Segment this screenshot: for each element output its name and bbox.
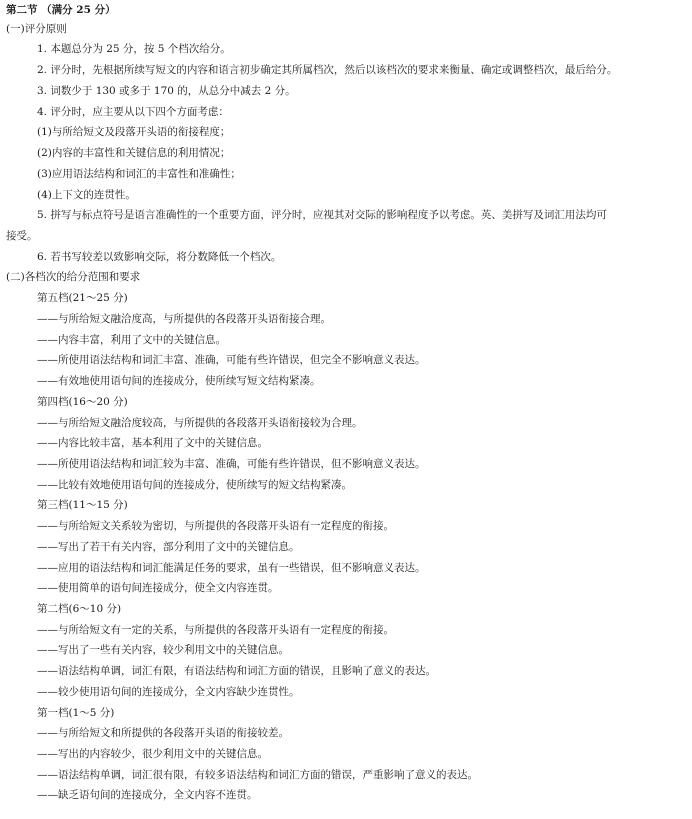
level-point: ——使用简单的语句间连接成分，使全文内容连贯。	[37, 582, 279, 594]
rule-item-continuation: 接受。	[6, 230, 38, 242]
rule-item: (2)内容的丰富性和关键信息的利用情况；	[37, 147, 231, 159]
level-point: ——较少使用语句间的连接成分，全文内容缺少连贯性。	[37, 686, 300, 698]
level-point: ——与所给短文有一定的关系，与所提供的各段落开头语有一定程度的衔接。	[37, 624, 394, 636]
level-point: ——内容丰富，利用了文中的关键信息。	[37, 334, 226, 346]
level-point: ——写出了若干有关内容，部分利用了文中的关键信息。	[37, 541, 300, 553]
rule-item: (3)应用语法结构和词汇的丰富性和准确性；	[37, 168, 241, 180]
level-point: ——语法结构单调，词汇很有限，有较多语法结构和词汇方面的错误，严重影响了意义的表达。	[37, 769, 478, 781]
rule-item: (4)上下文的连贯性。	[37, 189, 136, 201]
level-title: 第四档(16～20 分)	[37, 396, 128, 408]
level-point: ——所使用语法结构和词汇丰富、准确，可能有些许错误，但完全不影响意义表达。	[37, 354, 426, 366]
rule-item: 6. 若书写较差以致影响交际，将分数降低一个档次。	[37, 251, 282, 263]
part1-heading: (一)评分原则	[6, 23, 67, 35]
rule-item: 4. 评分时，应主要从以下四个方面考虑：	[37, 106, 229, 118]
level-point: ——内容比较丰富，基本利用了文中的关键信息。	[37, 437, 268, 449]
level-point: ——应用的语法结构和词汇能满足任务的要求，虽有一些错误，但不影响意义表达。	[37, 562, 426, 574]
level-point: ——写出了一些有关内容，较少利用文中的关键信息。	[37, 644, 289, 656]
rule-item: 3. 词数少于 130 或多于 170 的，从总分中减去 2 分。	[37, 85, 296, 97]
rule-item: 2. 评分时，先根据所续写短文的内容和语言初步确定其所属档次，然后以该档次的要求来衡量、确定或调整档次，最后给分。	[37, 64, 618, 76]
level-point	[37, 806, 77, 807]
level-point: ——比较有效地使用语句间的连接成分，使所续写的短文结构紧凑。	[37, 479, 352, 491]
level-point: ——缺乏语句间的连接成分，全文内容不连贯。	[37, 789, 258, 801]
rule-item: 5. 拼写与标点符号是语言准确性的一个重要方面，评分时，应视其对交际的影响程度予以考虑。英、美拼写及词汇用法均可	[37, 209, 607, 221]
level-point: ——语法结构单调，词汇有限，有语法结构和词汇方面的错误，且影响了意义的表达。	[37, 665, 436, 677]
level-point: ——与所给短文关系较为密切，与所提供的各段落开头语有一定程度的衔接。	[37, 520, 394, 532]
part2-heading: (二)各档次的给分范围和要求	[6, 271, 141, 283]
rule-item: 1. 本题总分为 25 分，按 5 个档次给分。	[37, 43, 231, 55]
level-title: 第二档(6～10 分)	[37, 603, 122, 615]
level-point: ——与所给短文和所提供的各段落开头语的衔接较差。	[37, 727, 289, 739]
level-title: 第一档(1～5 分)	[37, 707, 115, 719]
level-point: ——与所给短文融洽度高，与所提供的各段落开头语衔接合理。	[37, 313, 331, 325]
level-point: ——与所给短文融洽度较高，与所提供的各段落开头语衔接较为合理。	[37, 417, 363, 429]
level-point: ——有效地使用语句间的连接成分，使所续写短文结构紧凑。	[37, 375, 321, 387]
level-point: ——写出的内容较少，很少利用文中的关键信息。	[37, 748, 268, 760]
section-title: 第二节 （满分 25 分）	[6, 4, 116, 16]
level-title: 第三档(11～15 分)	[37, 499, 128, 511]
rule-item: (1)与所给短文及段落开头语的衔接程度；	[37, 126, 231, 138]
level-point: ——所使用语法结构和词汇较为丰富、准确，可能有些许错误，但不影响意义表达。	[37, 458, 426, 470]
level-title: 第五档(21～25 分)	[37, 292, 128, 304]
